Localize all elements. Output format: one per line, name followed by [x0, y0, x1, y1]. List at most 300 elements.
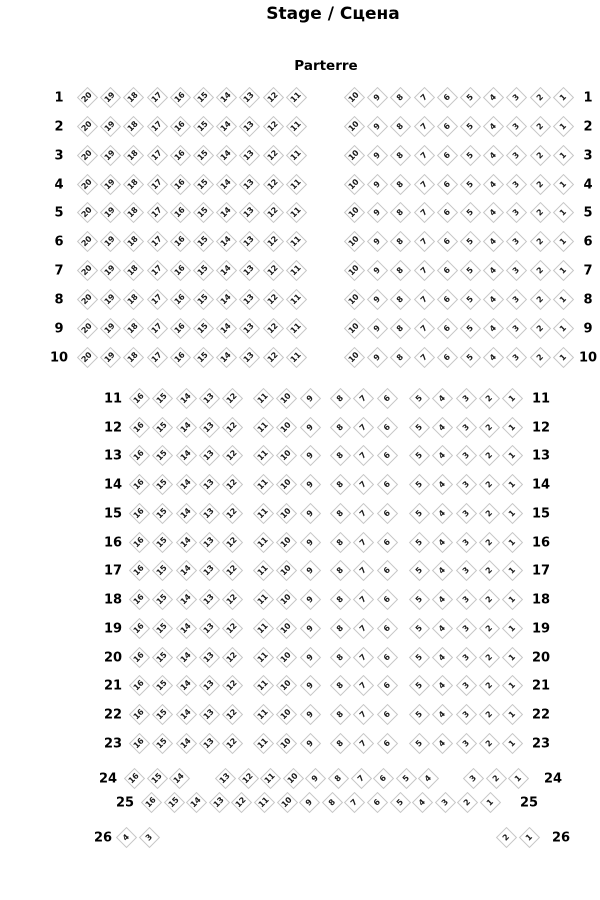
seat-row9-17[interactable] — [146, 318, 167, 339]
seat-row8-5[interactable] — [460, 289, 481, 310]
seat-row23-9[interactable] — [299, 733, 320, 754]
seat-row17-5[interactable] — [409, 560, 430, 581]
seat-row15-10[interactable] — [276, 503, 297, 524]
seat-row23-8[interactable] — [330, 733, 351, 754]
seat-row25-16[interactable] — [141, 792, 162, 813]
seat-row4-7[interactable] — [413, 174, 434, 195]
seat-row7-16[interactable] — [170, 260, 191, 281]
seat-row4-13[interactable] — [239, 174, 260, 195]
seat-row6-3[interactable] — [506, 231, 527, 252]
seat-row4-10[interactable] — [344, 174, 365, 195]
seat-row4-2[interactable] — [529, 174, 550, 195]
seat-row11-15[interactable] — [152, 388, 173, 409]
seat-row12-12[interactable] — [222, 417, 243, 438]
seat-row4-8[interactable] — [390, 174, 411, 195]
seat-row6-1[interactable] — [553, 231, 574, 252]
seat-row3-19[interactable] — [100, 145, 121, 166]
seat-row24-2[interactable] — [485, 768, 506, 789]
seat-row20-2[interactable] — [479, 647, 500, 668]
seat-row4-4[interactable] — [483, 174, 504, 195]
seat-row18-5[interactable] — [409, 589, 430, 610]
seat-row6-9[interactable] — [367, 231, 388, 252]
seat-row3-10[interactable] — [344, 145, 365, 166]
seat-row22-6[interactable] — [376, 704, 397, 725]
seat-row22-2[interactable] — [479, 704, 500, 725]
seat-row6-12[interactable] — [262, 231, 283, 252]
seat-row21-11[interactable] — [253, 675, 274, 696]
seat-row20-16[interactable] — [129, 647, 150, 668]
seat-row13-12[interactable] — [222, 445, 243, 466]
seat-row15-8[interactable] — [330, 503, 351, 524]
seat-row8-8[interactable] — [390, 289, 411, 310]
seat-row9-19[interactable] — [100, 318, 121, 339]
seat-row21-8[interactable] — [330, 675, 351, 696]
seat-row10-8[interactable] — [390, 347, 411, 368]
seat-row9-13[interactable] — [239, 318, 260, 339]
seat-row16-16[interactable] — [129, 532, 150, 553]
seat-row13-16[interactable] — [129, 445, 150, 466]
seat-row19-16[interactable] — [129, 618, 150, 639]
seat-row19-12[interactable] — [222, 618, 243, 639]
seat-row13-11[interactable] — [253, 445, 274, 466]
seat-row7-11[interactable] — [286, 260, 307, 281]
seat-row21-3[interactable] — [455, 675, 476, 696]
seat-row1-17[interactable] — [146, 87, 167, 108]
seat-row15-11[interactable] — [253, 503, 274, 524]
seat-row11-4[interactable] — [432, 388, 453, 409]
seat-row12-15[interactable] — [152, 417, 173, 438]
seat-row11-2[interactable] — [479, 388, 500, 409]
seat-row13-3[interactable] — [455, 445, 476, 466]
seat-row4-20[interactable] — [77, 174, 98, 195]
seat-row1-10[interactable] — [344, 87, 365, 108]
seat-row16-9[interactable] — [299, 532, 320, 553]
seat-row3-2[interactable] — [529, 145, 550, 166]
seat-row8-16[interactable] — [170, 289, 191, 310]
seat-row25-1[interactable] — [480, 792, 501, 813]
seat-row10-10[interactable] — [344, 347, 365, 368]
seat-row24-7[interactable] — [350, 768, 371, 789]
seat-row10-2[interactable] — [529, 347, 550, 368]
seat-row25-12[interactable] — [231, 792, 252, 813]
seat-row23-4[interactable] — [432, 733, 453, 754]
seat-row10-9[interactable] — [367, 347, 388, 368]
seat-row4-5[interactable] — [460, 174, 481, 195]
seat-row7-18[interactable] — [123, 260, 144, 281]
seat-row19-9[interactable] — [299, 618, 320, 639]
seat-row12-8[interactable] — [330, 417, 351, 438]
seat-row13-13[interactable] — [199, 445, 220, 466]
seat-row14-12[interactable] — [222, 474, 243, 495]
seat-row13-4[interactable] — [432, 445, 453, 466]
seat-row14-2[interactable] — [479, 474, 500, 495]
seat-row14-1[interactable] — [502, 474, 523, 495]
seat-row2-17[interactable] — [146, 116, 167, 137]
seat-row1-16[interactable] — [170, 87, 191, 108]
seat-row11-1[interactable] — [502, 388, 523, 409]
seat-row9-8[interactable] — [390, 318, 411, 339]
seat-row5-20[interactable] — [77, 202, 98, 223]
seat-row2-19[interactable] — [100, 116, 121, 137]
seat-row1-3[interactable] — [506, 87, 527, 108]
seat-row16-10[interactable] — [276, 532, 297, 553]
seat-row24-3[interactable] — [463, 768, 484, 789]
seat-row11-10[interactable] — [276, 388, 297, 409]
seat-row9-18[interactable] — [123, 318, 144, 339]
seat-row9-15[interactable] — [193, 318, 214, 339]
seat-row20-6[interactable] — [376, 647, 397, 668]
seat-row21-6[interactable] — [376, 675, 397, 696]
seat-row14-13[interactable] — [199, 474, 220, 495]
seat-row3-9[interactable] — [367, 145, 388, 166]
seat-row25-13[interactable] — [209, 792, 230, 813]
seat-row18-13[interactable] — [199, 589, 220, 610]
seat-row20-13[interactable] — [199, 647, 220, 668]
seat-row1-6[interactable] — [437, 87, 458, 108]
seat-row19-3[interactable] — [455, 618, 476, 639]
seat-row6-14[interactable] — [216, 231, 237, 252]
seat-row7-9[interactable] — [367, 260, 388, 281]
seat-row13-15[interactable] — [152, 445, 173, 466]
seat-row19-8[interactable] — [330, 618, 351, 639]
seat-row3-4[interactable] — [483, 145, 504, 166]
seat-row11-13[interactable] — [199, 388, 220, 409]
seat-row16-1[interactable] — [502, 532, 523, 553]
seat-row15-3[interactable] — [455, 503, 476, 524]
seat-row12-3[interactable] — [455, 417, 476, 438]
seat-row21-4[interactable] — [432, 675, 453, 696]
seat-row10-16[interactable] — [170, 347, 191, 368]
seat-row20-12[interactable] — [222, 647, 243, 668]
seat-row12-1[interactable] — [502, 417, 523, 438]
seat-row8-4[interactable] — [483, 289, 504, 310]
seat-row7-10[interactable] — [344, 260, 365, 281]
seat-row11-7[interactable] — [353, 388, 374, 409]
seat-row20-14[interactable] — [175, 647, 196, 668]
seat-row26-1[interactable] — [518, 827, 539, 848]
seat-row10-20[interactable] — [77, 347, 98, 368]
seat-row13-10[interactable] — [276, 445, 297, 466]
seat-row21-16[interactable] — [129, 675, 150, 696]
seat-row25-7[interactable] — [344, 792, 365, 813]
seat-row14-5[interactable] — [409, 474, 430, 495]
seat-row22-3[interactable] — [455, 704, 476, 725]
seat-row6-15[interactable] — [193, 231, 214, 252]
seat-row3-3[interactable] — [506, 145, 527, 166]
seat-row9-7[interactable] — [413, 318, 434, 339]
seat-row2-10[interactable] — [344, 116, 365, 137]
seat-row2-13[interactable] — [239, 116, 260, 137]
seat-row10-19[interactable] — [100, 347, 121, 368]
seat-row12-7[interactable] — [353, 417, 374, 438]
seat-row18-9[interactable] — [299, 589, 320, 610]
seat-row3-20[interactable] — [77, 145, 98, 166]
seat-row12-2[interactable] — [479, 417, 500, 438]
seat-row18-2[interactable] — [479, 589, 500, 610]
seat-row3-6[interactable] — [437, 145, 458, 166]
seat-row4-1[interactable] — [553, 174, 574, 195]
seat-row8-17[interactable] — [146, 289, 167, 310]
seat-row16-3[interactable] — [455, 532, 476, 553]
seat-row4-3[interactable] — [506, 174, 527, 195]
seat-row15-7[interactable] — [353, 503, 374, 524]
seat-row11-16[interactable] — [129, 388, 150, 409]
seat-row1-20[interactable] — [77, 87, 98, 108]
seat-row17-4[interactable] — [432, 560, 453, 581]
seat-row7-19[interactable] — [100, 260, 121, 281]
seat-row4-18[interactable] — [123, 174, 144, 195]
seat-row6-7[interactable] — [413, 231, 434, 252]
seat-row12-10[interactable] — [276, 417, 297, 438]
seat-row6-13[interactable] — [239, 231, 260, 252]
seat-row10-17[interactable] — [146, 347, 167, 368]
seat-row18-4[interactable] — [432, 589, 453, 610]
seat-row11-11[interactable] — [253, 388, 274, 409]
seat-row21-10[interactable] — [276, 675, 297, 696]
seat-row6-2[interactable] — [529, 231, 550, 252]
seat-row12-4[interactable] — [432, 417, 453, 438]
seat-row17-9[interactable] — [299, 560, 320, 581]
seat-row5-12[interactable] — [262, 202, 283, 223]
seat-row21-14[interactable] — [175, 675, 196, 696]
seat-row2-1[interactable] — [553, 116, 574, 137]
seat-row5-13[interactable] — [239, 202, 260, 223]
seat-row6-6[interactable] — [437, 231, 458, 252]
seat-row5-16[interactable] — [170, 202, 191, 223]
seat-row13-9[interactable] — [299, 445, 320, 466]
seat-row17-1[interactable] — [502, 560, 523, 581]
seat-row10-11[interactable] — [286, 347, 307, 368]
seat-row18-15[interactable] — [152, 589, 173, 610]
seat-row19-10[interactable] — [276, 618, 297, 639]
seat-row3-14[interactable] — [216, 145, 237, 166]
seat-row8-1[interactable] — [553, 289, 574, 310]
seat-row2-14[interactable] — [216, 116, 237, 137]
seat-row6-17[interactable] — [146, 231, 167, 252]
seat-row26-2[interactable] — [496, 827, 517, 848]
seat-row15-1[interactable] — [502, 503, 523, 524]
seat-row8-15[interactable] — [193, 289, 214, 310]
seat-row9-3[interactable] — [506, 318, 527, 339]
seat-row22-8[interactable] — [330, 704, 351, 725]
seat-row10-7[interactable] — [413, 347, 434, 368]
seat-row19-14[interactable] — [175, 618, 196, 639]
seat-row22-1[interactable] — [502, 704, 523, 725]
seat-row12-5[interactable] — [409, 417, 430, 438]
seat-row13-2[interactable] — [479, 445, 500, 466]
seat-row10-4[interactable] — [483, 347, 504, 368]
seat-row19-13[interactable] — [199, 618, 220, 639]
seat-row5-1[interactable] — [553, 202, 574, 223]
seat-row9-5[interactable] — [460, 318, 481, 339]
seat-row12-9[interactable] — [299, 417, 320, 438]
seat-row6-10[interactable] — [344, 231, 365, 252]
seat-row6-20[interactable] — [77, 231, 98, 252]
seat-row4-14[interactable] — [216, 174, 237, 195]
seat-row1-18[interactable] — [123, 87, 144, 108]
seat-row7-12[interactable] — [262, 260, 283, 281]
seat-row1-4[interactable] — [483, 87, 504, 108]
seat-row7-8[interactable] — [390, 260, 411, 281]
seat-row1-12[interactable] — [262, 87, 283, 108]
seat-row13-6[interactable] — [376, 445, 397, 466]
seat-row7-13[interactable] — [239, 260, 260, 281]
seat-row20-8[interactable] — [330, 647, 351, 668]
seat-row8-14[interactable] — [216, 289, 237, 310]
seat-row22-5[interactable] — [409, 704, 430, 725]
seat-row1-13[interactable] — [239, 87, 260, 108]
seat-row24-9[interactable] — [305, 768, 326, 789]
seat-row14-7[interactable] — [353, 474, 374, 495]
seat-row15-2[interactable] — [479, 503, 500, 524]
seat-row9-14[interactable] — [216, 318, 237, 339]
seat-row8-18[interactable] — [123, 289, 144, 310]
seat-row22-10[interactable] — [276, 704, 297, 725]
seat-row2-4[interactable] — [483, 116, 504, 137]
seat-row8-19[interactable] — [100, 289, 121, 310]
seat-row5-11[interactable] — [286, 202, 307, 223]
seat-row16-14[interactable] — [175, 532, 196, 553]
seat-row3-8[interactable] — [390, 145, 411, 166]
seat-row5-17[interactable] — [146, 202, 167, 223]
seat-row11-8[interactable] — [330, 388, 351, 409]
seat-row21-1[interactable] — [502, 675, 523, 696]
seat-row10-5[interactable] — [460, 347, 481, 368]
seat-row2-5[interactable] — [460, 116, 481, 137]
seat-row25-5[interactable] — [389, 792, 410, 813]
seat-row15-6[interactable] — [376, 503, 397, 524]
seat-row1-15[interactable] — [193, 87, 214, 108]
seat-row12-6[interactable] — [376, 417, 397, 438]
seat-row9-1[interactable] — [553, 318, 574, 339]
seat-row17-16[interactable] — [129, 560, 150, 581]
seat-row20-10[interactable] — [276, 647, 297, 668]
seat-row1-7[interactable] — [413, 87, 434, 108]
seat-row23-6[interactable] — [376, 733, 397, 754]
seat-row6-5[interactable] — [460, 231, 481, 252]
seat-row17-2[interactable] — [479, 560, 500, 581]
seat-row4-9[interactable] — [367, 174, 388, 195]
seat-row18-7[interactable] — [353, 589, 374, 610]
seat-row16-15[interactable] — [152, 532, 173, 553]
seat-row24-16[interactable] — [124, 768, 145, 789]
seat-row24-12[interactable] — [237, 768, 258, 789]
seat-row3-16[interactable] — [170, 145, 191, 166]
seat-row1-19[interactable] — [100, 87, 121, 108]
seat-row25-2[interactable] — [457, 792, 478, 813]
seat-row24-13[interactable] — [215, 768, 236, 789]
seat-row2-6[interactable] — [437, 116, 458, 137]
seat-row2-8[interactable] — [390, 116, 411, 137]
seat-row12-13[interactable] — [199, 417, 220, 438]
seat-row7-20[interactable] — [77, 260, 98, 281]
seat-row7-5[interactable] — [460, 260, 481, 281]
seat-row5-4[interactable] — [483, 202, 504, 223]
seat-row1-2[interactable] — [529, 87, 550, 108]
seat-row1-14[interactable] — [216, 87, 237, 108]
seat-row10-18[interactable] — [123, 347, 144, 368]
seat-row10-14[interactable] — [216, 347, 237, 368]
seat-row11-14[interactable] — [175, 388, 196, 409]
seat-row17-10[interactable] — [276, 560, 297, 581]
seat-row13-8[interactable] — [330, 445, 351, 466]
seat-row16-4[interactable] — [432, 532, 453, 553]
seat-row2-18[interactable] — [123, 116, 144, 137]
seat-row17-8[interactable] — [330, 560, 351, 581]
seat-row9-16[interactable] — [170, 318, 191, 339]
seat-row26-4[interactable] — [116, 827, 137, 848]
seat-row21-13[interactable] — [199, 675, 220, 696]
seat-row1-11[interactable] — [286, 87, 307, 108]
seat-row23-2[interactable] — [479, 733, 500, 754]
seat-row5-2[interactable] — [529, 202, 550, 223]
seat-row25-11[interactable] — [254, 792, 275, 813]
seat-row2-3[interactable] — [506, 116, 527, 137]
seat-row19-2[interactable] — [479, 618, 500, 639]
seat-row18-3[interactable] — [455, 589, 476, 610]
seat-row20-7[interactable] — [353, 647, 374, 668]
seat-row19-7[interactable] — [353, 618, 374, 639]
seat-row10-6[interactable] — [437, 347, 458, 368]
seat-row22-12[interactable] — [222, 704, 243, 725]
seat-row18-10[interactable] — [276, 589, 297, 610]
seat-row16-8[interactable] — [330, 532, 351, 553]
seat-row11-12[interactable] — [222, 388, 243, 409]
seat-row7-15[interactable] — [193, 260, 214, 281]
seat-row23-16[interactable] — [129, 733, 150, 754]
seat-row24-4[interactable] — [418, 768, 439, 789]
seat-row17-14[interactable] — [175, 560, 196, 581]
seat-row25-8[interactable] — [322, 792, 343, 813]
seat-row8-13[interactable] — [239, 289, 260, 310]
seat-row4-17[interactable] — [146, 174, 167, 195]
seat-row19-11[interactable] — [253, 618, 274, 639]
seat-row14-11[interactable] — [253, 474, 274, 495]
seat-row22-13[interactable] — [199, 704, 220, 725]
seat-row19-15[interactable] — [152, 618, 173, 639]
seat-row2-7[interactable] — [413, 116, 434, 137]
seat-row9-6[interactable] — [437, 318, 458, 339]
seat-row22-11[interactable] — [253, 704, 274, 725]
seat-row4-6[interactable] — [437, 174, 458, 195]
seat-row5-3[interactable] — [506, 202, 527, 223]
seat-row2-20[interactable] — [77, 116, 98, 137]
seat-row11-3[interactable] — [455, 388, 476, 409]
seat-row15-14[interactable] — [175, 503, 196, 524]
seat-row24-5[interactable] — [396, 768, 417, 789]
seat-row14-8[interactable] — [330, 474, 351, 495]
seat-row18-14[interactable] — [175, 589, 196, 610]
seat-row16-12[interactable] — [222, 532, 243, 553]
seat-row7-1[interactable] — [553, 260, 574, 281]
seat-row21-5[interactable] — [409, 675, 430, 696]
seat-row23-11[interactable] — [253, 733, 274, 754]
seat-row20-4[interactable] — [432, 647, 453, 668]
seat-row25-15[interactable] — [163, 792, 184, 813]
seat-row13-5[interactable] — [409, 445, 430, 466]
seat-row22-15[interactable] — [152, 704, 173, 725]
seat-row13-7[interactable] — [353, 445, 374, 466]
seat-row4-11[interactable] — [286, 174, 307, 195]
seat-row22-4[interactable] — [432, 704, 453, 725]
seat-row20-11[interactable] — [253, 647, 274, 668]
seat-row23-13[interactable] — [199, 733, 220, 754]
seat-row15-12[interactable] — [222, 503, 243, 524]
seat-row3-15[interactable] — [193, 145, 214, 166]
seat-row16-6[interactable] — [376, 532, 397, 553]
seat-row17-3[interactable] — [455, 560, 476, 581]
seat-row17-15[interactable] — [152, 560, 173, 581]
